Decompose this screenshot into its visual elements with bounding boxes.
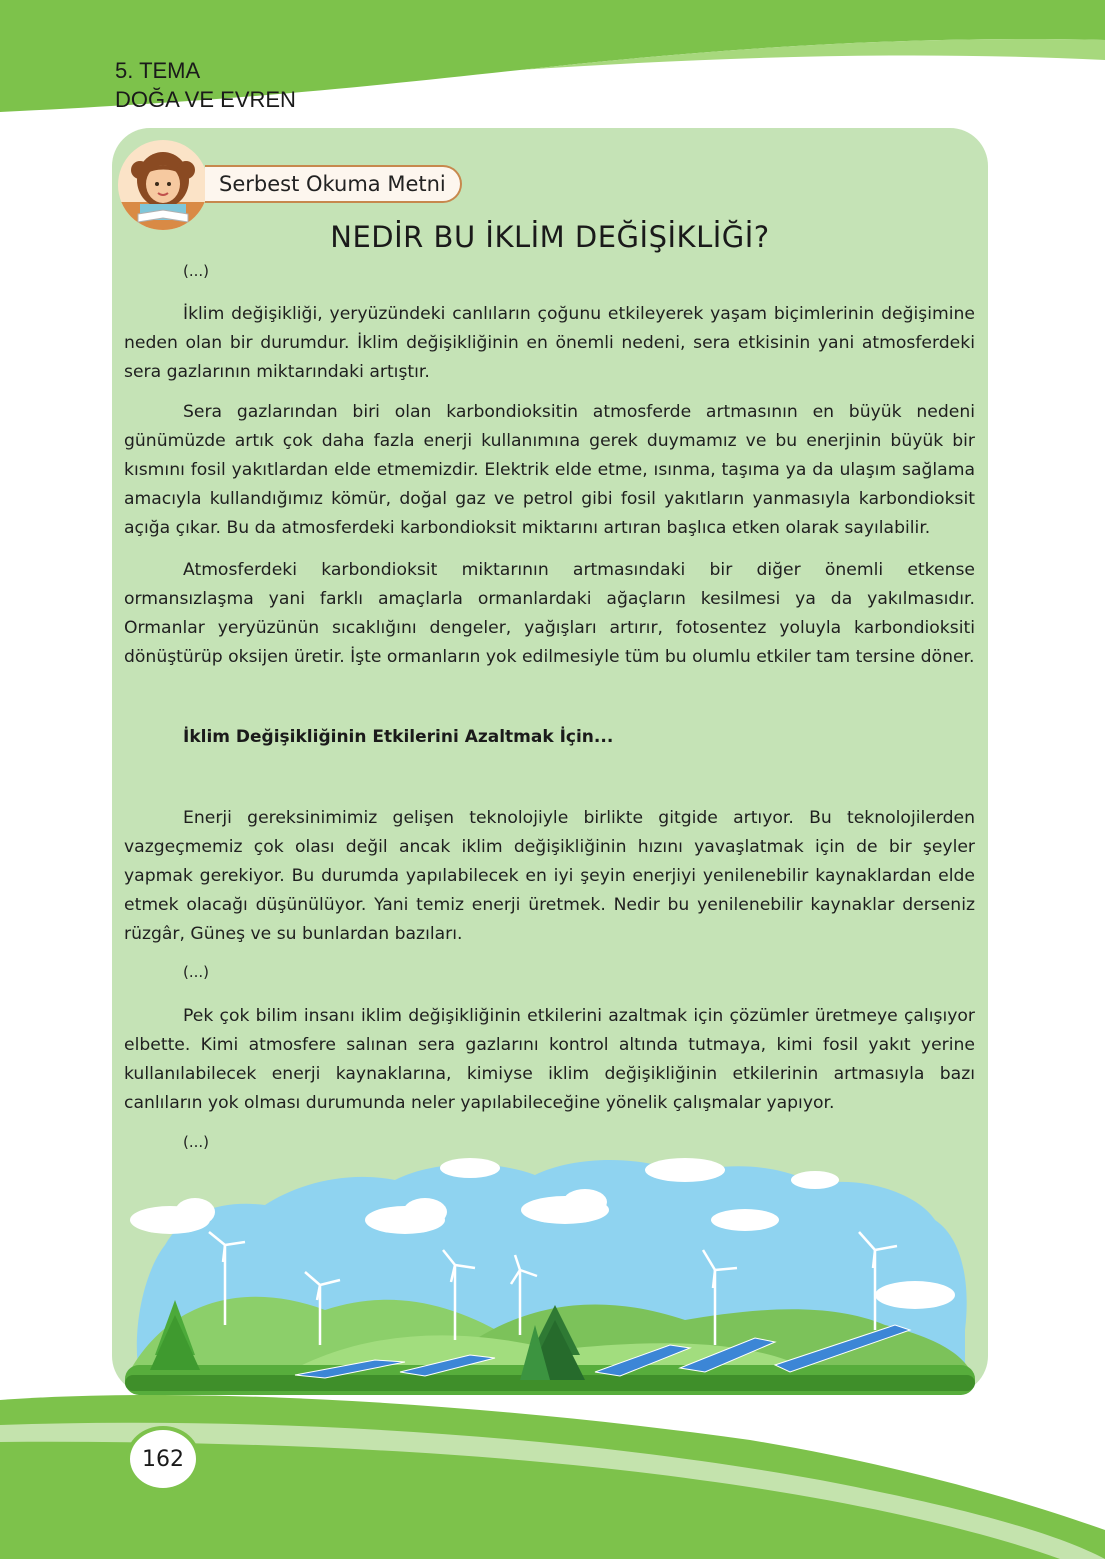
- reading-girl-illustration: [118, 140, 208, 230]
- paragraph-4-text: Enerji gereksinimimiz gelişen teknolojiyle birlikte gitgide artıyor. Bu teknolojilerden vazgeçmemiz çok olası değil ancak iklim değişikliğinin hızını yavaşlatmak için de bir şeyler yapmak gerekiyor. Bu durumda yapılabilecek en iyi şeyin enerjiyi yenilenebilir kaynaklardan elde etmek olacağı düşünülüyor. Yani temiz enerji üretmek. Nedir bu yenilenebilir kaynaklar derseniz rüzgâr, Güneş ve su bunlardan bazıları.: [124, 808, 975, 944]
- theme-label: [115, 56, 296, 114]
- paragraph-3-text: Atmosferdeki karbondioksit miktarının artmasındaki bir diğer önemli etkense ormansızlaşma yani farklı amaçlarla ormanlardaki ağaçların kesilmesi ya da yakılmasıdır. Ormanlar yeryüzünün sıcaklığını dengeler, yağışları artırır, fotosentez yoluyla karbondioksiti dönüştürüp oksijen üretir. İşte ormanların yok edilmesiyle tüm bu olumlu etkiler tam tersine döner.: [124, 560, 975, 667]
- paragraph-3: [124, 556, 975, 672]
- paragraph-5-text: Pek çok bilim insanı iklim değişikliğinin etkilerini azaltmak için çözümler üretmeye çalışıyor elbette. Kimi atmosfere salınan sera gazlarını kontrol altında tutmaya, kimi fosil yakıt yerine kullanılabilecek enerji kaynaklarına, kimiyse iklim değişikliğinin etkilerinin artmasıyla bazı canlıların yok olması durumunda neler yapılabileceğine yönelik çalışmalar yapıyor.: [124, 1006, 975, 1113]
- ellipsis-marker: (...): [183, 963, 210, 981]
- page-number: 162: [126, 1426, 200, 1492]
- theme-number: 5. TEMA: [115, 58, 201, 83]
- ellipsis-marker: (...): [183, 262, 210, 280]
- paragraph-5: [124, 1002, 975, 1118]
- paragraph-4: [124, 804, 975, 949]
- paragraph-1-text: İklim değişikliği, yeryüzündeki canlıların çoğunu etkileyerek yaşam biçimlerinin değişimine neden olan bir durumdur. İklim değişikliğinin en önemli nedeni, sera etkisinin yani atmosferdeki sera gazlarının miktarındaki artıştır.: [124, 304, 975, 382]
- page-title: NEDİR BU İKLİM DEĞİŞİKLİĞİ?: [330, 220, 770, 254]
- subheading: İklim Değişikliğinin Etkilerini Azaltmak İçin...: [183, 727, 614, 747]
- theme-name: DOĞA VE EVREN: [115, 87, 296, 112]
- section-tag: Serbest Okuma Metni: [205, 165, 462, 203]
- paragraph-1: [124, 300, 975, 387]
- ellipsis-marker: (...): [183, 1133, 210, 1151]
- paragraph-2: [124, 398, 975, 543]
- renewable-energy-illustration: [125, 1150, 975, 1395]
- paragraph-2-text: Sera gazlarından biri olan karbondioksitin atmosferde artmasının en büyük nedeni günümüzde artık çok daha fazla enerji kullanımına gerek duymamız ve bu enerjinin büyük bir kısmını fosil yakıtlardan elde etmemizdir. Elektrik elde etme, ısınma, taşıma ya da ulaşım sağlama amacıyla kullandığımız kömür, doğal gaz ve petrol gibi fosil yakıtların yanmasıyla karbondioksit açığa çıkar. Bu da atmosferdeki karbondioksit miktarını artıran başlıca etken olarak sayılabilir.: [124, 402, 975, 538]
